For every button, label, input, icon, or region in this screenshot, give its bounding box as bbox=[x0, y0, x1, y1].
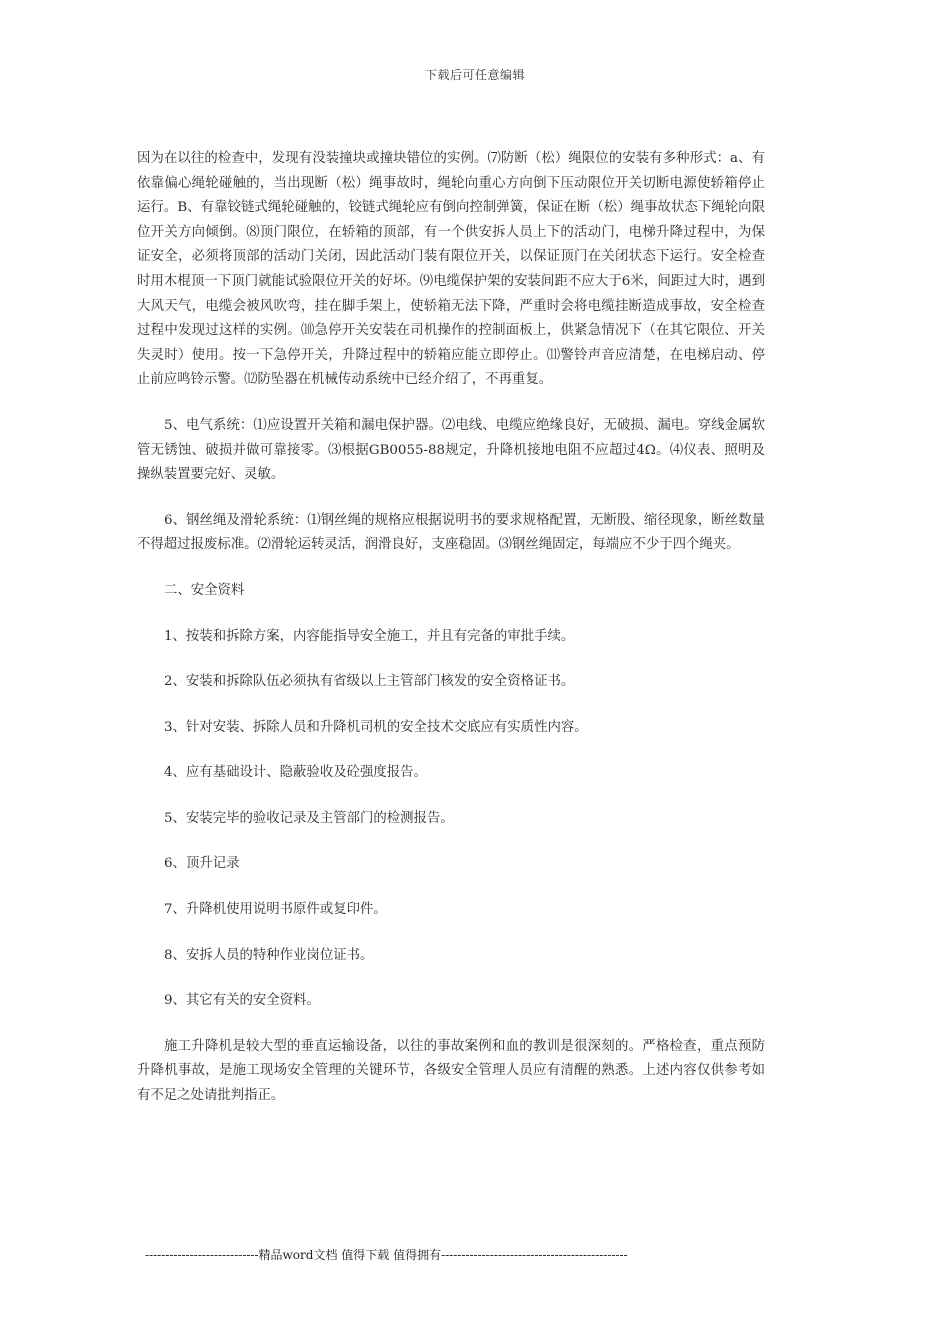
list-item-8: 8、安拆人员的特种作业岗位证书。 bbox=[164, 947, 374, 963]
list-item-2: 2、安装和拆除队伍必须执有省级以上主管部门核发的安全资格证书。 bbox=[164, 674, 575, 690]
list-item-4: 4、应有基础设计、隐蔽验收及砼强度报告。 bbox=[164, 765, 427, 781]
list-item-5: 5、安装完毕的验收记录及主管部门的检测报告。 bbox=[164, 810, 454, 826]
paragraph-wire-rope-system: 6、钢丝绳及滑轮系统：⑴钢丝绳的规格应根据说明书的要求规格配置，无断股、缩径现象，断丝数量不得超过报废标准。⑵滑轮运转灵活，润滑良好，支座稳固。⑶钢丝绳固定，每端应不少于四个绳夹。 bbox=[137, 512, 765, 553]
page-header: 下载后可任意编辑 bbox=[424, 68, 525, 82]
paragraph-electrical-system: 5、电气系统：⑴应设置开关箱和漏电保护器。⑵电线、电缆应绝缘良好，无破损、漏电。穿线金属软管无锈蚀、破损并做可靠接零。⑶根据GB0055-88规定，升降机接地电阻不应超过4Ω。⑷仪表、照明及操纵装置要完好、灵敏。 bbox=[137, 417, 765, 483]
list-item-9: 9、其它有关的安全资料。 bbox=[164, 993, 320, 1009]
page-footer: ----------------------------精品word文档 值得下载 值得拥有---------------------------------------------- bbox=[145, 1248, 628, 1262]
section-heading-safety-docs: 二、安全资料 bbox=[164, 582, 245, 598]
paragraph-conclusion: 施工升降机是较大型的垂直运输设备，以往的事故案例和血的教训是很深刻的。严格检查，重点预防升降机事故，是施工现场安全管理的关键环节，各级安全管理人员应有清醒的熟悉。上述内容仅供参考如有不足之处请批判指正。 bbox=[137, 1038, 765, 1104]
list-item-3: 3、针对安装、拆除人员和升降机司机的安全技术交底应有实质性内容。 bbox=[164, 719, 588, 735]
paragraph-limit-devices: 因为在以往的检查中，发现有没装撞块或撞块错位的实例。⑺防断（松）绳限位的安装有多种形式：a、有依靠偏心绳轮碰触的，当出现断（松）绳事故时，绳轮向重心方向倒下压动限位开关切断电源使轿箱停止运行。B、有靠铰链式绳轮碰触的，铰链式绳轮应有倒向控制弹簧，保证在断（松）绳事故状态下绳轮向限位开关方向倾倒。⑻顶门限位，在轿箱的顶部，有一个供安拆人员上下的活动门，电梯升降过程中，为保证安全，必须将顶部的活动门关闭，因此活动门装有限位开关，以保证顶门在关闭状态下运行。安全检查时用木棍顶一下顶门就能试验限位开关的好坏。⑼电缆保护架的安装间距不应大于6米，间距过大时，遇到大风天气，电缆会被风吹弯，挂在脚手架上，使轿箱无法下降，严重时会将电缆挂断造成事故，安全检查过程中发现过这样的实例。⑽急停开关安装在司机操作的控制面板上，供紧急情况下（在其它限位、开关失灵时）使用。按一下急停开关，升降过程中的轿箱应能立即停止。⑾警铃声音应清楚，在电梯启动、停止前应鸣铃示警。⑿防坠器在机械传动系统中已经介绍了，不再重复。 bbox=[137, 151, 765, 388]
document-body bbox=[137, 147, 765, 1109]
list-item-6: 6、顶升记录 bbox=[164, 856, 240, 872]
list-item-7: 7、升降机使用说明书原件或复印件。 bbox=[164, 902, 387, 918]
list-item-1: 1、按装和拆除方案，内容能指导安全施工，并且有完备的审批手续。 bbox=[164, 628, 575, 644]
